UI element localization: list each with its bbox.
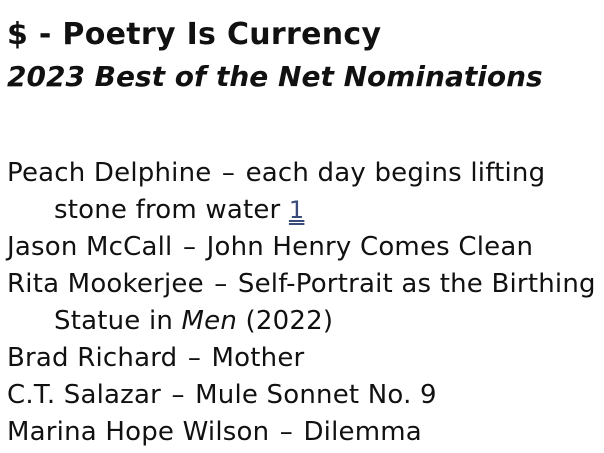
- author-name: Jason McCall: [7, 232, 173, 262]
- page-content: [7, 13, 602, 447]
- separator: –: [221, 158, 236, 188]
- poem-title: Dilemma: [303, 417, 422, 447]
- footnote-link[interactable]: 1: [288, 196, 305, 224]
- list-item: [7, 155, 604, 229]
- site-title: $ - Poetry Is Currency: [7, 17, 382, 52]
- page-subtitle: 2023 Best of the Net Nominations: [7, 60, 543, 93]
- list-item: [7, 414, 604, 451]
- poem-title-year: (2022): [245, 306, 334, 336]
- nominations-list: [7, 155, 604, 451]
- poem-title: John Henry Comes Clean: [206, 232, 534, 262]
- poem-title: each day begins lifting stone from water: [54, 158, 546, 225]
- separator: –: [279, 417, 293, 447]
- author-name: Peach Delphine: [7, 158, 212, 188]
- author-name: Brad Richard: [7, 343, 178, 373]
- list-item: [7, 229, 604, 266]
- separator: –: [171, 380, 185, 410]
- separator: –: [182, 232, 197, 262]
- author-name: C.T. Salazar: [7, 380, 162, 410]
- poem-title: Self-Portrait as the Birthing Statue in: [54, 269, 596, 336]
- separator: –: [187, 343, 202, 373]
- list-item: [7, 377, 604, 414]
- poem-title-italic: Men: [181, 306, 238, 336]
- poem-title: Mule Sonnet No. 9: [195, 380, 437, 410]
- author-name: Rita Mookerjee: [7, 269, 204, 299]
- list-item: [7, 340, 604, 377]
- list-item: [7, 266, 604, 340]
- author-name: Marina Hope Wilson: [7, 417, 270, 447]
- poem-title: Mother: [211, 343, 305, 373]
- separator: –: [214, 269, 228, 299]
